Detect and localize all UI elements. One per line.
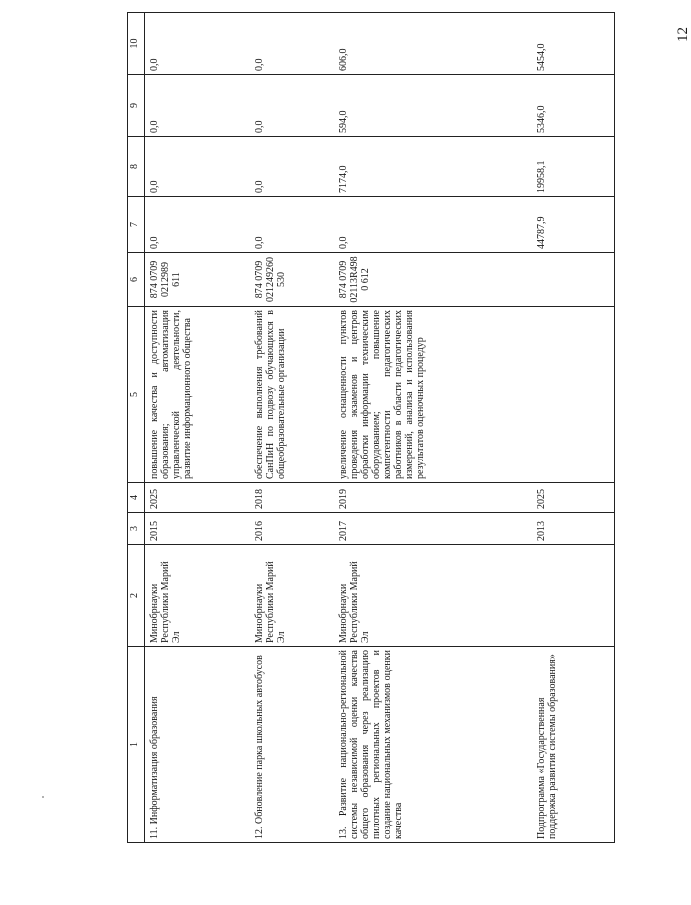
- value-col8: 0,0: [250, 137, 334, 197]
- page-number: 12: [675, 27, 691, 42]
- expected-result: обеспечение выполнения требований СанПиН по подвозу обучающихся в общеобразовательные организации: [250, 307, 334, 483]
- measure-name: 12. Обновление парка школьных автобусов: [250, 647, 334, 843]
- value-col9: 0,0: [250, 75, 334, 137]
- executor: Минобрнауки Республики Марий Эл: [145, 545, 251, 647]
- table-row: [250, 13, 334, 843]
- column-header: 1: [128, 647, 145, 843]
- executor: Минобрнауки Республики Марий Эл: [250, 545, 334, 647]
- value-col10: 606,0: [334, 13, 532, 75]
- rotated-page-content: [127, 13, 627, 843]
- measure-name: 13. Развитие национально-региональной системы независимой оценки качества общего образования через реализацию пилотных региональных проектов и создание национальных механизмов оценки качества: [334, 647, 532, 843]
- value-col7: 0,0: [250, 197, 334, 253]
- column-header: 8: [128, 137, 145, 197]
- scan-artifact-dot: [42, 796, 44, 798]
- value-col10: 5454,0: [532, 13, 615, 75]
- empty-cell: [532, 545, 615, 647]
- measure-name: 11. Информатизация образования: [145, 647, 251, 843]
- table-row: [334, 13, 532, 843]
- column-header: 2: [128, 545, 145, 647]
- executor: Минобрнауки Республики Марий Эл: [334, 545, 532, 647]
- expected-result: повышение качества и доступности образования; автоматизация управленческой деятельности, развитие информационного общества: [145, 307, 251, 483]
- value-col7: 0,0: [145, 197, 251, 253]
- column-header: 10: [128, 13, 145, 75]
- column-header: 7: [128, 197, 145, 253]
- expected-result: увеличение оснащенности пунктов проведения экзаменов и центров обработки информации техническим оборудованием; повышение компетентности педагогических работников в области педагогических измерений, анализа и использования результатов оценочных процедур: [334, 307, 532, 483]
- column-header: 5: [128, 307, 145, 483]
- column-header: 3: [128, 513, 145, 545]
- value-col10: 0,0: [250, 13, 334, 75]
- budget-code: 874 0709 02113R4980 612: [334, 253, 532, 307]
- end-year: 2025: [532, 483, 615, 513]
- empty-cell: [532, 253, 615, 307]
- column-header: 9: [128, 75, 145, 137]
- table-row: [145, 13, 251, 843]
- column-number-header-row: [128, 13, 145, 843]
- subprogram-name: Подпрограмма «Государственная поддержка развития системы образования»: [532, 647, 615, 843]
- end-year: 2019: [334, 483, 532, 513]
- budget-code: 874 0709 021249260 530: [250, 253, 334, 307]
- value-col9: 5346,0: [532, 75, 615, 137]
- start-year: 2013: [532, 513, 615, 545]
- value-col10: 0,0: [145, 13, 251, 75]
- column-header: 6: [128, 253, 145, 307]
- value-col9: 594,0: [334, 75, 532, 137]
- value-col7: 44787,9: [532, 197, 615, 253]
- value-col8: 19958,1: [532, 137, 615, 197]
- subprogram-total-row: [532, 13, 615, 843]
- empty-cell: [532, 307, 615, 483]
- end-year: 2025: [145, 483, 251, 513]
- budget-code: 874 0709 0212989 611: [145, 253, 251, 307]
- value-col9: 0,0: [145, 75, 251, 137]
- column-header: 4: [128, 483, 145, 513]
- start-year: 2015: [145, 513, 251, 545]
- value-col7: 0,0: [334, 197, 532, 253]
- value-col8: 0,0: [145, 137, 251, 197]
- start-year: 2016: [250, 513, 334, 545]
- start-year: 2017: [334, 513, 532, 545]
- end-year: 2018: [250, 483, 334, 513]
- value-col8: 7174,0: [334, 137, 532, 197]
- program-measures-table: [127, 12, 615, 843]
